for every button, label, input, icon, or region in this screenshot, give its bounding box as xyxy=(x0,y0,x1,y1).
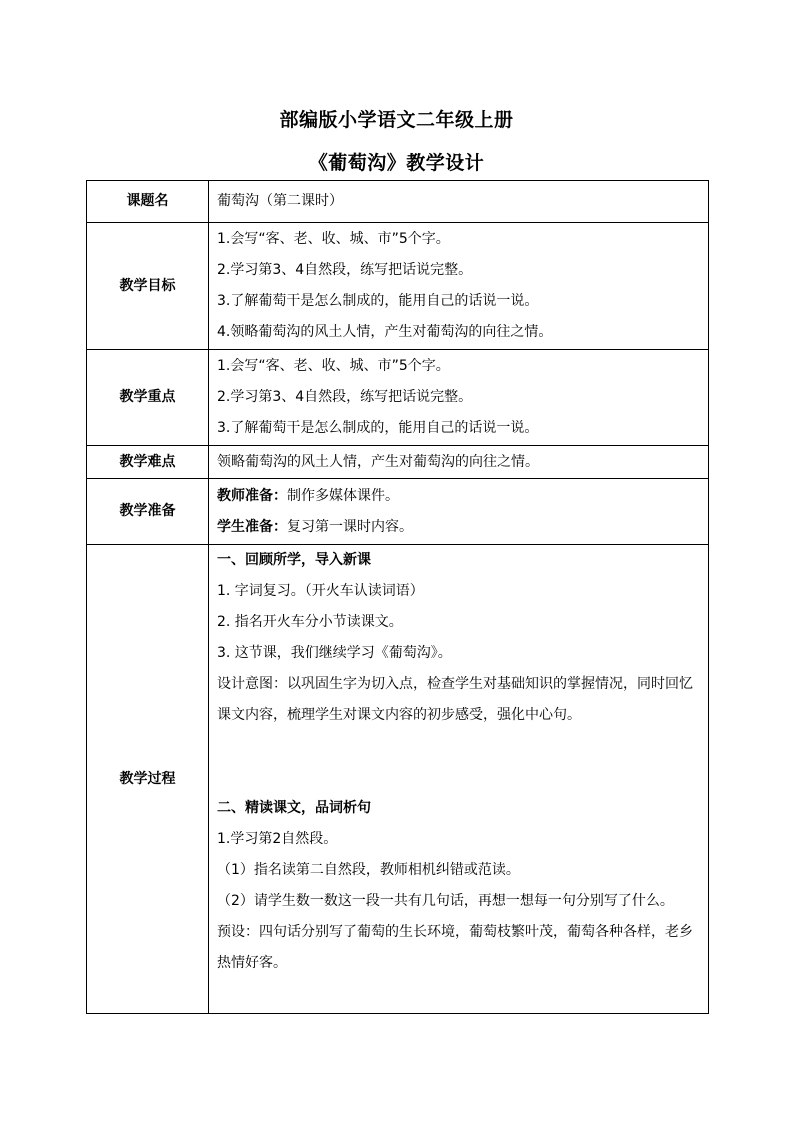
label-process: 教学过程 xyxy=(87,545,209,1014)
label-topic: 课题名 xyxy=(87,181,209,223)
value-goals xyxy=(209,223,709,350)
row-process xyxy=(87,545,709,1014)
lesson-title: 《葡萄沟》教学设计 xyxy=(308,152,485,174)
value-difficulty: 领略葡萄沟的风土人情，产生对葡萄沟的向往之情。 xyxy=(209,446,709,479)
process-item: 1. 字词复习。（开火车认读词语） xyxy=(217,583,424,599)
value-preparation xyxy=(209,479,709,545)
process-question: （2）请学生数一数这一段一共有几句话，再想一想每一句分别写了什么。 xyxy=(217,893,674,909)
process-item: 3. 这节课，我们继续学习《葡萄沟》。 xyxy=(217,645,452,661)
row-topic xyxy=(87,181,709,223)
teacher-preparation-label: 教师准备： xyxy=(217,487,287,504)
section-heading: 二、精读课文，品词析句 xyxy=(217,800,371,816)
student-preparation xyxy=(217,512,700,543)
row-key-points xyxy=(87,350,709,446)
key-point-item: 2.学习第3、4自然段，练写把话说完整。 xyxy=(217,389,473,405)
design-intent: 设计意图：以巩固生字为切入点，检查学生对基础知识的掌握情况，同时回忆课文内容，梳理学生对课文内容的初步感受，强化中心句。 xyxy=(217,676,693,723)
spacer xyxy=(217,731,700,793)
teacher-preparation-value: 制作多媒体课件。 xyxy=(287,487,399,504)
key-point-item: 1.会写“客、老、收、城、市”5个字。 xyxy=(217,358,450,374)
goal-item: 4.领略葡萄沟的风土人情，产生对葡萄沟的向往之情。 xyxy=(217,324,553,340)
row-difficulty xyxy=(87,446,709,479)
student-preparation-label: 学生准备： xyxy=(217,518,287,535)
goal-item: 2.学习第3、4自然段，练写把话说完整。 xyxy=(217,262,473,278)
goal-item: 3.了解葡萄干是怎么制成的，能用自己的话说一说。 xyxy=(217,293,539,309)
label-difficulty: 教学难点 xyxy=(87,446,209,479)
teacher-preparation xyxy=(217,481,700,512)
lesson-plan-table xyxy=(86,180,709,1014)
label-preparation: 教学准备 xyxy=(87,479,209,545)
student-preparation-value: 复习第一课时内容。 xyxy=(287,518,413,535)
process-item: 1.学习第2自然段。 xyxy=(217,831,338,847)
value-process xyxy=(209,545,709,1014)
row-preparation xyxy=(87,479,709,545)
key-point-item: 3.了解葡萄干是怎么制成的，能用自己的话说一说。 xyxy=(217,420,539,436)
label-goals: 教学目标 xyxy=(87,223,209,350)
value-key-points xyxy=(209,350,709,446)
value-topic: 葡萄沟（第二课时） xyxy=(209,181,709,223)
process-preset: 预设：四句话分别写了葡萄的生长环境，葡萄枝繁叶茂，葡萄各种各样，老乡热情好客。 xyxy=(217,924,693,971)
section-heading: 一、回顾所学，导入新课 xyxy=(217,552,371,568)
document-title: 部编版小学语文二年级上册 xyxy=(279,109,514,131)
goal-item: 1.会写“客、老、收、城、市”5个字。 xyxy=(217,231,450,247)
process-item: 2. 指名开火车分小节读课文。 xyxy=(217,614,403,630)
process-item: （1）指名读第二自然段，教师相机纠错或范读。 xyxy=(217,862,520,878)
row-goals xyxy=(87,223,709,350)
label-key-points: 教学重点 xyxy=(87,350,209,446)
